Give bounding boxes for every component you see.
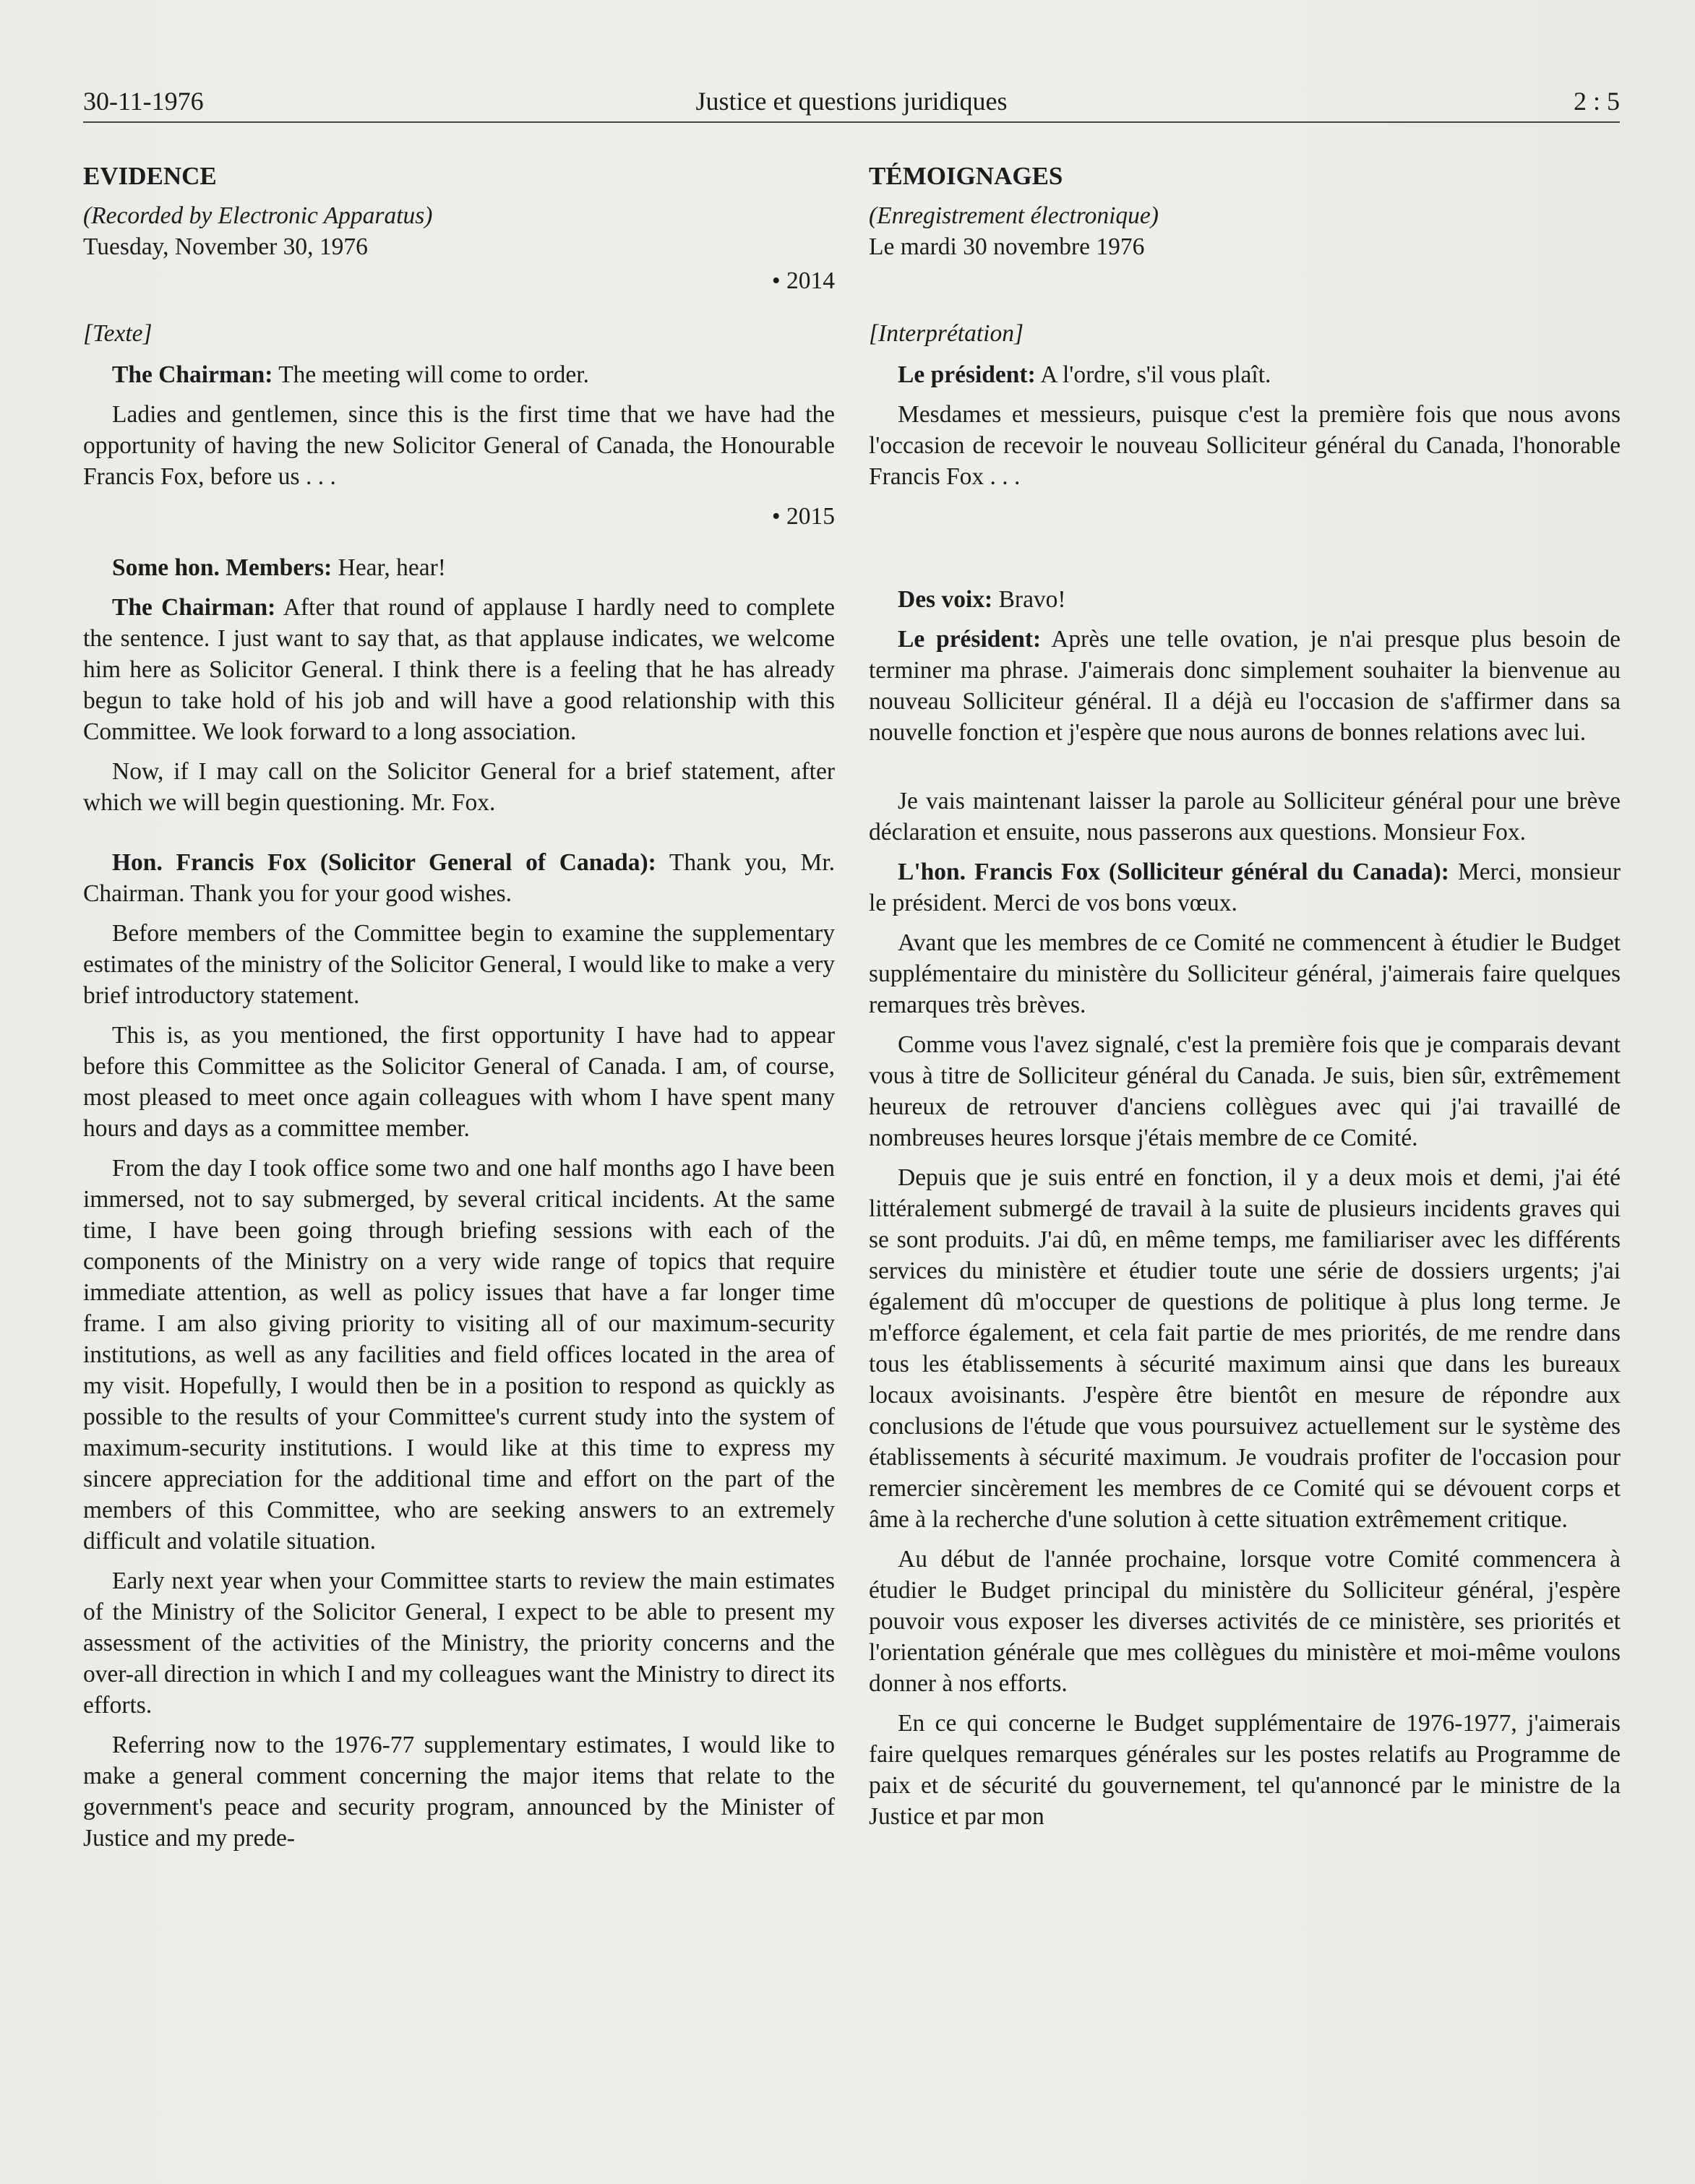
french-paragraph-11: En ce qui concerne le Budget supplémentaire de 1976-1977, j'aimerais faire quelques remarques générales sur les postes relatifs au Programme de paix et de sécurité du gouvernement, tel qu'annoncé par le ministre de la Justice et par mon bbox=[869, 1710, 1621, 1830]
speaker-label: Le président: bbox=[898, 361, 1036, 388]
paragraph-text: Merci, monsieur le président. Merci de vos bons vœux. bbox=[869, 859, 1621, 916]
speaker-label: L'hon. Francis Fox (Solliciteur général du Canada): bbox=[898, 859, 1449, 885]
french-paragraph-2: Mesdames et messieurs, puisque c'est la première fois que nous avons l'occasion de recevoir le nouveau Solliciteur général du Canada, l'honorable Francis Fox . . . bbox=[869, 401, 1621, 490]
header-title: Justice et questions juridiques bbox=[695, 87, 1008, 116]
page-header bbox=[83, 85, 1620, 123]
french-paragraph-9: Depuis que je suis entré en fonction, il y a deux mois et demi, j'ai été littéralement submergé de travail à la suite de plusieurs incidents graves qui se sont produits. J'ai dû, en même temps, me familiariser avec les différents services du ministère et étudier toute une série de dossiers urgents; j'ai également dû m'occuper de questions de politique à plus long terme. Je m'efforce également, et cela fait partie de mes priorités, de me rendre dans tous les établissements à sécurité maximum ainsi que dans les bureaux locaux avoisinants. J'espère être bientôt en mesure de répondre aux conclusions de l'étude que vous poursuivez actuellement sur le système des établissements à sécurité maximum. Je voudrais profiter de l'occasion pour remercier sincèrement les membres de ce Comité qui se dévouent corps et âme à la recherche d'une solution à cette situation extrêmement critique. bbox=[869, 1164, 1621, 1533]
paragraph-text: Thank you, Mr. Chairman. Thank you for your good wishes. bbox=[83, 849, 835, 907]
header-page-number: 2 : 5 bbox=[1573, 87, 1620, 116]
time-marker-2014: • 2014 bbox=[771, 267, 835, 294]
english-paragraph-11: Referring now to the 1976-77 supplementary estimates, I would like to make a general comment concerning the major items that relate to the government's peace and security program, announced by the Minister of Justice and my prede- bbox=[83, 1732, 835, 1852]
english-paragraph-6 bbox=[83, 847, 835, 909]
french-paragraph-6 bbox=[869, 856, 1621, 919]
english-date: Tuesday, November 30, 1976 bbox=[83, 233, 368, 260]
paragraph-text: The meeting will come to order. bbox=[273, 361, 589, 388]
french-paragraph-5: Je vais maintenant laisser la parole au Solliciteur général pour une brève déclaration et ensuite, nous passerons aux questions. Monsieur Fox. bbox=[869, 788, 1621, 846]
spacer bbox=[869, 501, 1621, 584]
paragraph-text: After that round of applause I hardly need to complete the sentence. I just want to say that, as that applause indicates, we welcome him here as Solicitor General. I think there is a feeling that he has already begun to take hold of his job and will have a good relationship with this Committee. We look forward to a long association. bbox=[83, 594, 835, 745]
english-column bbox=[83, 160, 835, 1862]
speaker-label: The Chairman: bbox=[112, 594, 276, 621]
french-heading: TÉMOIGNAGES bbox=[869, 162, 1063, 190]
french-paragraph-10: Au début de l'année prochaine, lorsque votre Comité commencera à étudier le Budget principal du ministère du Solliciteur général, j'espère pouvoir vous exposer les diverses activités de ce ministère, ses priorités et l'orientation générale que mes collègues du ministère et moi-même voulons donner à nos efforts. bbox=[869, 1546, 1621, 1697]
english-paragraph-3 bbox=[83, 552, 835, 583]
spacer bbox=[869, 757, 1621, 786]
paragraph-text: Après une telle ovation, je n'ai presque plus besoin de terminer ma phrase. J'aimerais donc simplement souhaiter la bienvenue au nouveau Solliciteur général. Il a déjà eu l'occasion de s'affirmer dans sa nouvelle fonction et j'espère que nous aurons de bonnes relations avec lui. bbox=[869, 626, 1621, 746]
english-paragraph-5: Now, if I may call on the Solicitor General for a brief statement, after which we will begin questioning. Mr. Fox. bbox=[83, 758, 835, 816]
spacer bbox=[83, 827, 835, 847]
english-paragraph-7: Before members of the Committee begin to examine the supplementary estimates of the ministry of the Solicitor General, I would like to make a very brief introductory statement. bbox=[83, 920, 835, 1009]
english-heading: EVIDENCE bbox=[83, 162, 217, 190]
speaker-label: Le président: bbox=[898, 626, 1042, 653]
french-paragraph-3 bbox=[869, 584, 1621, 615]
english-paragraph-2: Ladies and gentlemen, since this is the first time that we have had the opportunity of having the new Solicitor General of Canada, the Honourable Francis Fox, before us . . . bbox=[83, 401, 835, 490]
header-date: 30-11-1976 bbox=[83, 87, 204, 116]
french-column bbox=[869, 160, 1621, 1841]
speaker-label: Some hon. Members: bbox=[112, 554, 332, 581]
english-paragraph-10: Early next year when your Committee starts to review the main estimates of the Ministry of the Solicitor General, I expect to be able to present my assessment of the activities of the Ministry, the priority concerns and the over-all direction in which I and my colleagues want the Ministry to direct its efforts. bbox=[83, 1568, 835, 1719]
english-paragraph-8: This is, as you mentioned, the first opportunity I have had to appear before this Committee as the Solicitor General of Canada. I am, of course, most pleased to meet once again colleagues with whom I have spent many hours and days as a committee member. bbox=[83, 1022, 835, 1142]
english-paragraph-1 bbox=[83, 359, 835, 390]
french-date: Le mardi 30 novembre 1976 bbox=[869, 233, 1145, 260]
english-language-tag: [Texte] bbox=[83, 320, 153, 347]
french-recorded-note: (Enregistrement électronique) bbox=[869, 202, 1159, 229]
english-paragraph-9: From the day I took office some two and one half months ago I have been immersed, not to say submerged, by several critical incidents. At the same time, I have been going through briefing sessions with each of the components of the Ministry on a very wide range of topics that require immediate attention, as well as policy issues that have a far longer time frame. I am also giving priority to visiting all of our maximum-security institutions, as well as any facilities and field offices located in the area of my visit. Hopefully, I would then be in a position to respond as quickly as possible to the results of your Committee's current study into the system of maximum-security institutions. I would like at this time to express my sincere appreciation for the additional time and effort on the part of the members of this Committee, who are seeking answers to an extremely difficult and volatile situation. bbox=[83, 1155, 835, 1555]
french-paragraph-7: Avant que les membres de ce Comité ne commencent à étudier le Budget supplémentaire du ministère du Solliciteur général, j'aimerais faire quelques remarques très brèves. bbox=[869, 929, 1621, 1018]
paragraph-text: Bravo! bbox=[992, 586, 1066, 613]
french-paragraph-1 bbox=[869, 359, 1621, 390]
english-paragraph-4 bbox=[83, 592, 835, 747]
time-marker-2015: • 2015 bbox=[771, 503, 835, 530]
french-paragraph-4 bbox=[869, 624, 1621, 748]
spacer bbox=[869, 262, 1621, 296]
paragraph-text: Hear, hear! bbox=[332, 554, 446, 581]
speaker-label: Hon. Francis Fox (Solicitor General of Canada): bbox=[112, 849, 656, 876]
english-recorded-note: (Recorded by Electronic Apparatus) bbox=[83, 202, 433, 229]
french-language-tag: [Interprétation] bbox=[869, 320, 1024, 347]
speaker-label: The Chairman: bbox=[112, 361, 273, 388]
paragraph-text: A l'ordre, s'il vous plaît. bbox=[1035, 361, 1271, 388]
speaker-label: Des voix: bbox=[898, 586, 993, 613]
french-paragraph-8: Comme vous l'avez signalé, c'est la première fois que je comparais devant vous à titre de Solliciteur général du Canada. Je suis, bien sûr, extrêmement heureux de retrouver d'anciens collègues avec qui j'ai travaillé de nombreuses heures lorsque j'étais membre de ce Comité. bbox=[869, 1031, 1621, 1151]
